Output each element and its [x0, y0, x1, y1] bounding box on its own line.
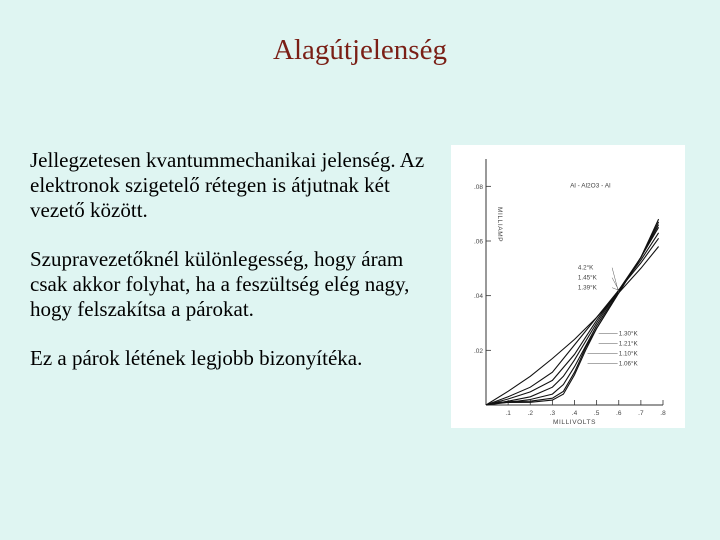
slide-title: Alagútjelenség	[273, 34, 447, 66]
paragraph-3: Ez a párok létének legjobb bizonyítéka.	[30, 346, 363, 370]
x-tick-label: .8	[660, 410, 666, 417]
x-tick-label: .6	[616, 410, 622, 417]
series-label: 4.2°K	[577, 264, 594, 272]
x-tick-label: .3	[549, 410, 556, 417]
series-label: 1.39°K	[577, 284, 597, 292]
series-line-6	[486, 219, 659, 405]
y-tick-label: .02	[473, 347, 483, 355]
x-axis-label: MILLIVOLTS	[552, 419, 597, 426]
chart-annotation: Al - Al2O3 - Al	[570, 182, 611, 190]
series-label: 1.10°K	[618, 350, 638, 358]
series-line-1	[486, 238, 659, 405]
slide-body	[30, 148, 435, 395]
y-tick-label: .08	[473, 183, 483, 191]
series-label: 1.21°K	[618, 340, 638, 348]
x-tick-label: .1	[505, 410, 511, 417]
x-tick-label: .5	[593, 410, 600, 417]
series-label: 1.45°K	[577, 274, 597, 282]
series-label: 1.30°K	[618, 330, 638, 338]
paragraph-2: Szupravezetőknél különlegesség, hogy áram csak akkor folyhat, ha a feszültség elég nagy, hogy felszakítsa a párokat.	[30, 247, 410, 321]
chart-svg	[451, 145, 685, 428]
series-label: 1.06°K	[618, 360, 638, 368]
x-tick-label: .7	[638, 410, 644, 417]
x-tick-label: .4	[571, 410, 578, 417]
y-axis-label: MILLIAMP	[496, 207, 503, 243]
series-line-5	[486, 222, 659, 405]
tunneling-iv-chart	[451, 145, 685, 428]
y-tick-label: .06	[473, 238, 483, 246]
x-tick-label: .2	[527, 410, 533, 417]
paragraph-1: Jellegzetesen kvantummechanikai jelenség. Az elektronok szigetelő rétegen is átjutnak két vezető között.	[30, 148, 425, 222]
y-tick-label: .04	[473, 293, 483, 301]
